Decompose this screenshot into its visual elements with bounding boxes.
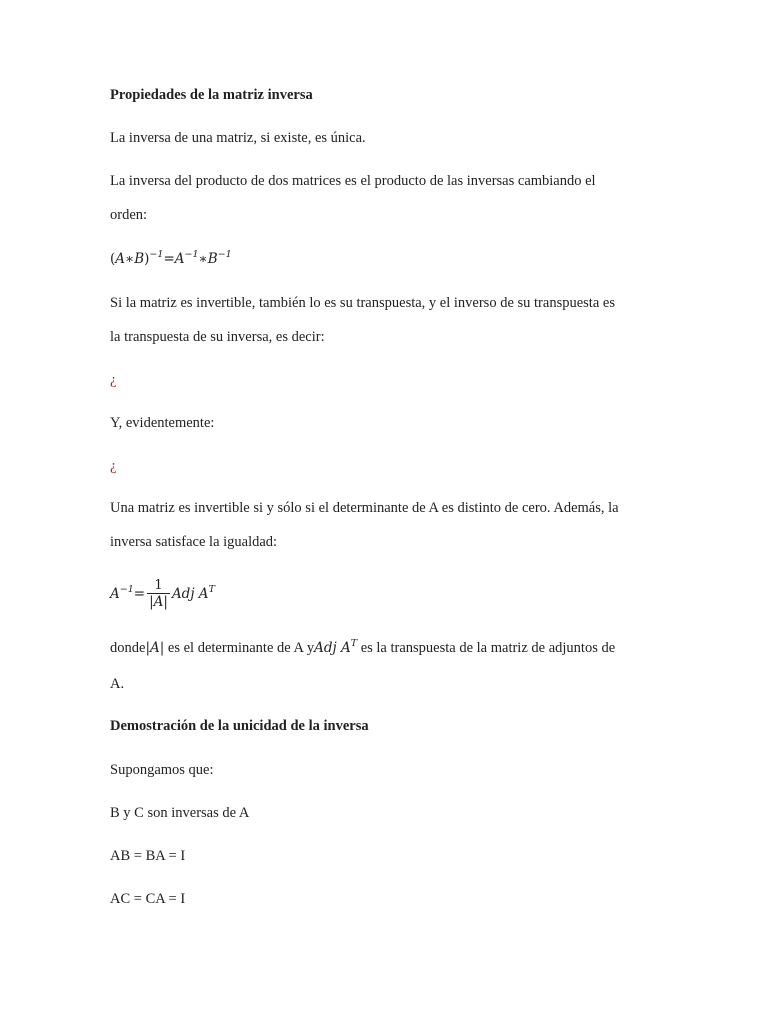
equation-ab: AB = BA = I bbox=[110, 848, 186, 864]
formula-var-a2: A bbox=[174, 251, 185, 267]
formula-inverse-adjugate bbox=[110, 578, 215, 611]
section-title: Propiedades de la matriz inversa bbox=[110, 87, 313, 103]
formula-product-inverse bbox=[110, 251, 232, 267]
paragraph-suppose: Supongamos que: bbox=[110, 762, 214, 778]
formula-star-2: ∗ bbox=[198, 251, 208, 267]
formula2-equals: = bbox=[133, 586, 146, 602]
section-title-proof: Demostración de la unicidad de la inversa bbox=[110, 718, 369, 734]
paragraph-product-line2: orden: bbox=[110, 207, 148, 223]
formula-paren-close: ) bbox=[144, 251, 150, 267]
formula2-fraction bbox=[147, 578, 170, 611]
paragraph-invertible-line1: Una matriz es invertible si y sólo si el determinante de A es distinto de cero. Además, la bbox=[110, 500, 619, 516]
adjugate-transpose: T bbox=[350, 638, 358, 649]
paragraph-product-line1: La inversa del producto de dos matrices es el producto de las inversas cambiando el bbox=[110, 173, 596, 189]
paragraph-b-c-inverses: B y C son inversas de A bbox=[110, 805, 250, 821]
determinant-mid: es el determinante de A y bbox=[164, 640, 315, 656]
formula2-adj: Adj A bbox=[171, 586, 209, 602]
formula-equals: = bbox=[163, 251, 175, 267]
paragraph-transpose-line2: la transpuesta de su inversa, es decir: bbox=[110, 329, 325, 345]
equation-ac: AC = CA = I bbox=[110, 891, 186, 907]
formula2-var-a: A bbox=[110, 586, 120, 602]
determinant-pre: donde bbox=[110, 640, 146, 656]
paragraph-evidently: Y, evidentemente: bbox=[110, 415, 215, 431]
paragraph-transpose-line1: Si la matriz es invertible, también lo es su transpuesta, y el inverso de su transpuesta es bbox=[110, 295, 615, 311]
formula2-denominator: |A| bbox=[149, 594, 168, 610]
formula-var-a: A bbox=[115, 251, 126, 267]
adjugate-symbol bbox=[314, 640, 357, 656]
adjugate-text: Adj A bbox=[314, 640, 351, 656]
paragraph-determinant-line1 bbox=[110, 640, 615, 657]
formula2-exponent: −1 bbox=[119, 584, 134, 595]
formula-paren-open: ( bbox=[110, 251, 116, 267]
formula-exponent: −1 bbox=[149, 249, 164, 260]
formula2-numerator: 1 bbox=[154, 578, 163, 593]
formula-var-b2: B bbox=[207, 251, 218, 267]
formula-var-b: B bbox=[134, 251, 145, 267]
formula-star: ∗ bbox=[125, 251, 135, 267]
determinant-symbol: |A| bbox=[145, 640, 165, 656]
formula-exponent-3: −1 bbox=[217, 249, 232, 260]
formula2-transpose: T bbox=[208, 584, 215, 595]
missing-formula-placeholder-2: ¿ bbox=[110, 458, 117, 474]
paragraph-uniqueness: La inversa de una matriz, si existe, es única. bbox=[110, 130, 366, 146]
determinant-post: es la transpuesta de la matriz de adjuntos de bbox=[357, 640, 616, 656]
formula-exponent-2: −1 bbox=[184, 249, 199, 260]
paragraph-invertible-line2: inversa satisface la igualdad: bbox=[110, 534, 278, 550]
missing-formula-placeholder-1: ¿ bbox=[110, 372, 117, 388]
paragraph-determinant-line2: A. bbox=[110, 676, 125, 692]
